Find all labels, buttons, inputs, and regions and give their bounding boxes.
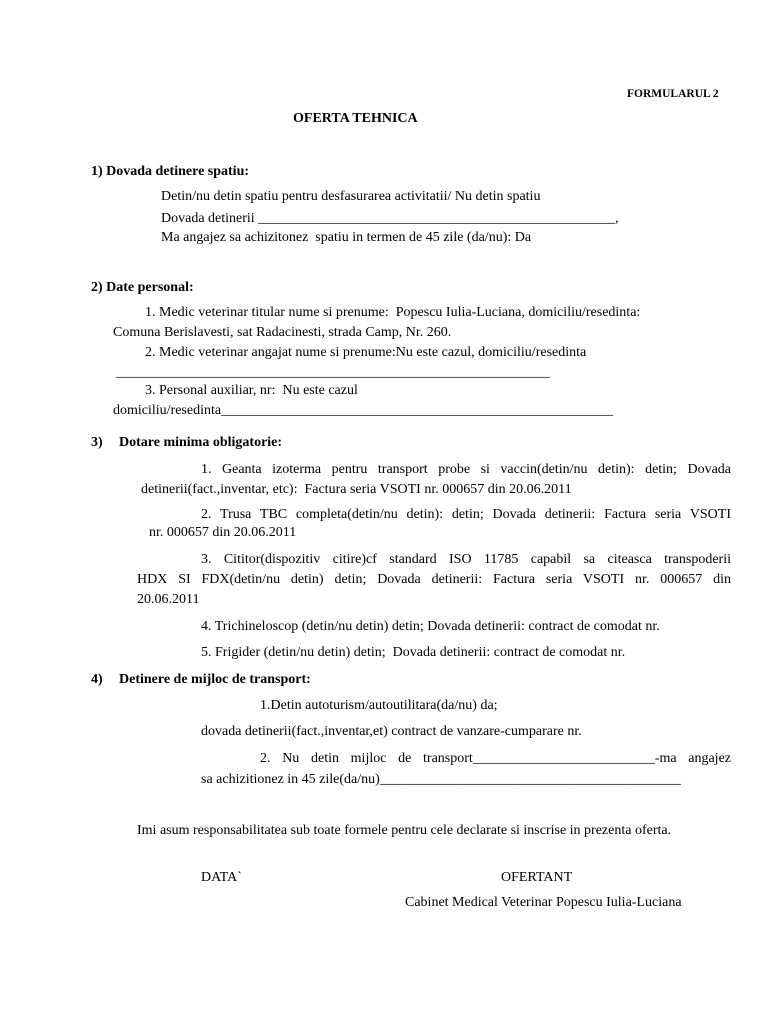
section-2-line: 1. Medic veterinar titular nume si prenume: Popescu Iulia-Luciana, domiciliu/resedinta: [145,305,641,320]
section-3-item: 1. Geanta izoterma pentru transport probe si vaccin(detin/nu detin): detin; Dovada [201,462,731,477]
section-3-item: detinerii(fact.,inventar, etc): Factura seria VSOTI nr. 000657 din 20.06.2011 [141,482,572,497]
section-2-line: ______________________________________________________________ [116,365,550,380]
declaration-text: Imi asum responsabilitatea sub toate formele pentru cele declarate si inscrise in prezenta oferta. [137,823,672,838]
section-4-item: 2. Nu detin mijloc de transport__________________________-ma angajez [260,751,731,766]
section-2-line: Comuna Berislavesti, sat Radacinesti, strada Camp, Nr. 260. [113,325,452,340]
section-4-item: dovada detinerii(fact.,inventar,et) contract de vanzare-cumparare nr. [201,724,582,739]
section-2-heading: 2) Date personal: [91,280,194,295]
section-3-item: 20.06.2011 [137,592,200,607]
bidder-name: Cabinet Medical Veterinar Popescu Iulia-Luciana [405,895,682,910]
section-1-heading: 1) Dovada detinere spatiu: [91,164,250,179]
section-1-line: Ma angajez sa achizitonez spatiu in termen de 45 zile (da/nu): Da [161,230,532,245]
page-title: OFERTA TEHNICA [293,111,418,126]
section-3-heading: Dotare minima obligatorie: [119,435,283,450]
bidder-label: OFERTANT [501,870,573,885]
section-3-item: nr. 000657 din 20.06.2011 [149,525,297,540]
section-2-line: 2. Medic veterinar angajat nume si prenume:Nu este cazul, domiciliu/resedinta [145,345,587,360]
section-3-item: HDX SI FDX(detin/nu detin) detin; Dovada detinerii: Factura seria VSOTI nr. 000657 din [137,572,731,587]
section-1-line: Dovada detinerii ___________________________________________________, [161,211,619,226]
section-4-item: 1.Detin autoturism/autoutilitara(da/nu) da; [260,698,498,713]
section-3-item: 3. Cititor(dispozitiv citire)cf standard ISO 11785 capabil sa citeasca transpoderii [201,552,731,567]
section-3-number: 3) [91,435,103,450]
section-4-number: 4) [91,672,103,687]
section-3-item: 5. Frigider (detin/nu detin) detin; Dovada detinerii: contract de comodat nr. [201,645,626,660]
date-label: DATA` [201,870,242,885]
section-4-heading: Detinere de mijloc de transport: [119,672,311,687]
section-4-item: sa achizitionez in 45 zile(da/nu)___________________________________________ [201,772,681,787]
section-1-line: Detin/nu detin spatiu pentru desfasurarea activitatii/ Nu detin spatiu [161,189,541,204]
section-3-item: 2. Trusa TBC completa(detin/nu detin): detin; Dovada detinerii: Factura seria VSOTI [201,507,731,522]
section-2-line: domiciliu/resedinta________________________________________________________ [113,403,614,418]
form-id: FORMULARUL 2 [627,88,719,100]
section-2-line: 3. Personal auxiliar, nr: Nu este cazul [145,383,358,398]
section-3-item: 4. Trichineloscop (detin/nu detin) detin; Dovada detinerii: contract de comodat nr. [201,619,660,634]
